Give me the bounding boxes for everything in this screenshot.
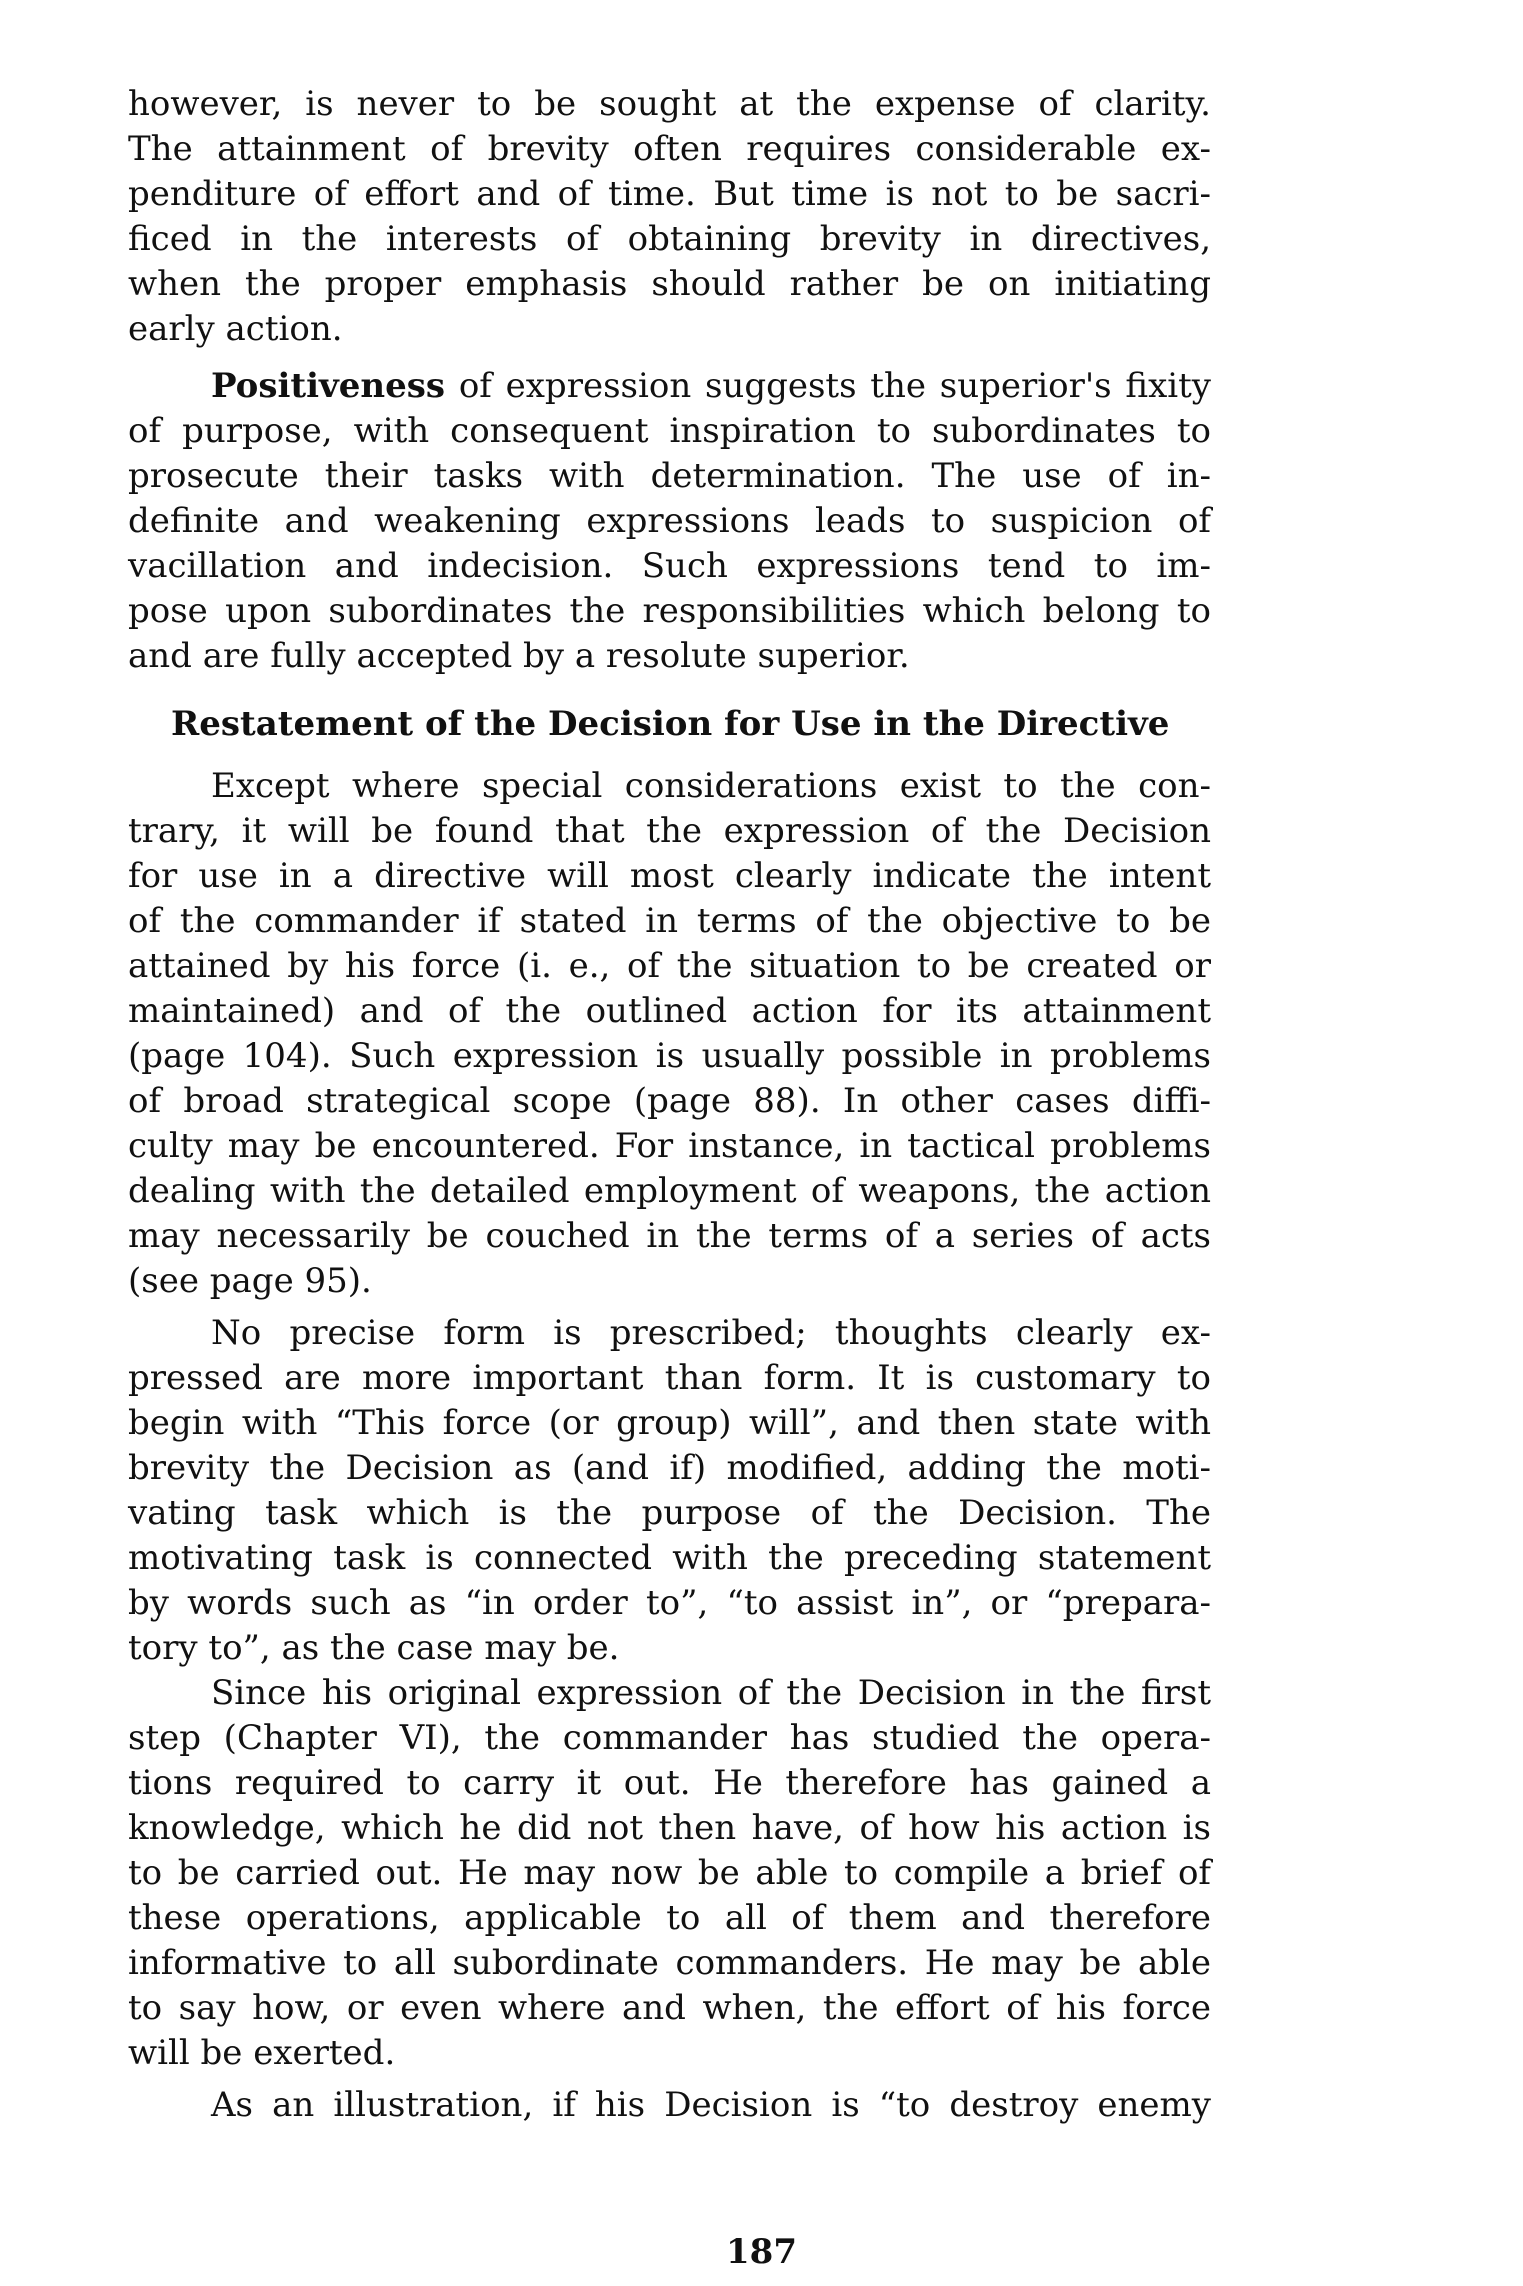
text-line: and are fully accepted by a resolute superior. <box>128 636 910 676</box>
text-line: dealing with the detailed employment of weapons, the action <box>128 1171 1211 1211</box>
section-heading <box>128 702 1211 747</box>
text-line: tory to”, as the case may be. <box>128 1628 620 1668</box>
text-line: No precise form is prescribed; thoughts clearly ex- <box>211 1313 1211 1353</box>
text-line: motivating task is connected with the preceding statement <box>128 1538 1211 1578</box>
paragraph <box>128 82 1211 352</box>
paragraph <box>128 764 1211 1304</box>
text-line: these operations, applicable to all of them and therefore <box>128 1898 1211 1938</box>
text-line: tions required to carry it out. He therefore has gained a <box>128 1763 1211 1803</box>
text-line: knowledge, which he did not then have, of how his action is <box>128 1808 1211 1848</box>
text-line: maintained) and of the outlined action for its attainment <box>128 991 1211 1031</box>
text-line: As an illustration, if his Decision is “to destroy enemy <box>211 2085 1211 2125</box>
text-line: vating task which is the purpose of the Decision. The <box>128 1493 1211 1533</box>
text-line: of purpose, with consequent inspiration to subordinates to <box>128 411 1211 451</box>
text-line: by words such as “in order to”, “to assist in”, or “prepara- <box>128 1583 1211 1623</box>
text-line: informative to all subordinate commanders. He may be able <box>128 1943 1211 1983</box>
text-line: ficed in the interests of obtaining brevity in directives, <box>128 219 1211 259</box>
text-line: when the proper emphasis should rather be on initiating <box>128 264 1211 304</box>
bold-term: Positiveness <box>211 366 446 406</box>
text-line: pressed are more important than form. It is customary to <box>128 1358 1211 1398</box>
text-line: definite and weakening expressions leads to suspicion of <box>128 501 1211 541</box>
text-line: to say how, or even where and when, the effort of his force <box>128 1988 1211 2028</box>
page-body <box>128 82 1211 2128</box>
paragraph <box>128 2083 1211 2128</box>
paragraph <box>128 1671 1211 2076</box>
page-number: 187 <box>726 2232 797 2272</box>
text-line: The attainment of brevity often requires considerable ex- <box>128 129 1211 169</box>
text-line: however, is never to be sought at the expense of clarity. <box>128 84 1211 124</box>
text-line: of broad strategical scope (page 88). In other cases diffi- <box>128 1081 1211 1121</box>
text-line: for use in a directive will most clearly indicate the intent <box>128 856 1211 896</box>
text-line: penditure of effort and of time. But time is not to be sacri- <box>128 174 1211 214</box>
text-line: (page 104). Such expression is usually possible in problems <box>128 1036 1211 1076</box>
text-line: trary, it will be found that the expression of the Decision <box>128 811 1211 851</box>
text-line: will be exerted. <box>128 2033 396 2073</box>
paragraph <box>128 1311 1211 1671</box>
text-line: prosecute their tasks with determination. The use of in- <box>128 456 1211 496</box>
heading-text: Restatement of the Decision for Use in the Directive <box>171 704 1170 744</box>
text-line: step (Chapter VI), the commander has studied the opera- <box>128 1718 1211 1758</box>
text-line: culty may be encountered. For instance, in tactical problems <box>128 1126 1211 1166</box>
text-line: Except where special considerations exist to the con- <box>211 766 1211 806</box>
text-line: Since his original expression of the Decision in the first <box>211 1673 1211 1713</box>
text-line: attained by his force (i. e., of the situation to be created or <box>128 946 1211 986</box>
text-line: to be carried out. He may now be able to compile a brief of <box>128 1853 1211 1893</box>
text-line: Positiveness of expression suggests the superior's fixity <box>211 366 1211 406</box>
text-line: pose upon subordinates the responsibilities which belong to <box>128 591 1211 631</box>
text-line: brevity the Decision as (and if) modified, adding the moti- <box>128 1448 1211 1488</box>
text-line: early action. <box>128 309 343 349</box>
paragraph <box>128 364 1211 679</box>
text-line: begin with “This force (or group) will”, and then state with <box>128 1403 1211 1443</box>
text-line: vacillation and indecision. Such expressions tend to im- <box>128 546 1211 586</box>
text-line: of the commander if stated in terms of the objective to be <box>128 901 1211 941</box>
text-line: may necessarily be couched in the terms of a series of acts <box>128 1216 1211 1256</box>
text-line: (see page 95). <box>128 1261 372 1301</box>
